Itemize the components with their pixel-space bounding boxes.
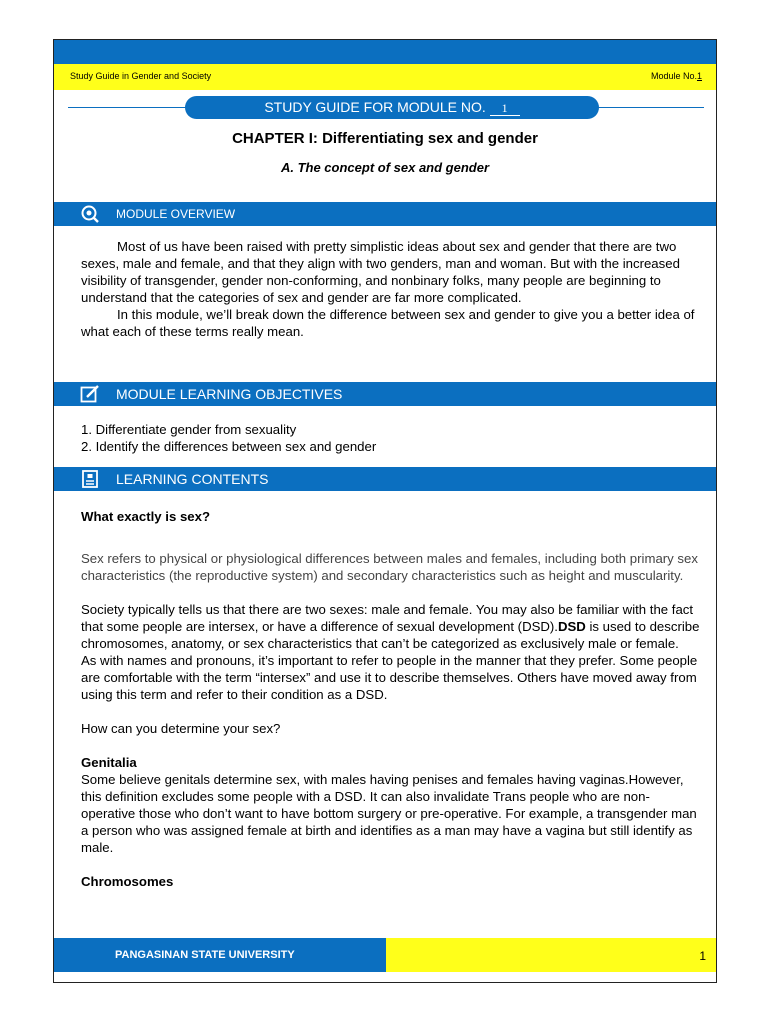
study-guide-title: STUDY GUIDE FOR MODULE NO. 1	[185, 96, 599, 119]
chapter-title: CHAPTER I: Differentiating sex and gender	[232, 130, 538, 147]
course-title: Study Guide in Gender and Society	[70, 71, 212, 81]
overview-text	[81, 238, 703, 340]
sex-definition: Sex refers to physical or physiological differences between males and females, including both primary sex characteristics (the reproductive system) and secondary characteristics such as height and muscularity.	[81, 551, 698, 583]
question-heading: What exactly is sex?	[81, 509, 211, 524]
header-bar	[54, 64, 716, 90]
paragraph: As with names and pronouns, it’s important to refer to people in the manner that they prefer. Some people are comfortable with the term “intersex” and use it to describe themselves. Others have moved away from using this term and refer to their condition as a DSD.	[81, 653, 698, 702]
magnifier-icon	[80, 205, 100, 223]
section-label: MODULE OVERVIEW	[116, 207, 236, 221]
title-rule-right	[596, 107, 704, 108]
footer-page-number: 1	[386, 938, 716, 972]
objectives-list	[81, 421, 703, 455]
footer-university: PANGASINAN STATE UNIVERSITY	[54, 938, 386, 972]
learning-contents	[81, 508, 703, 890]
section-header-contents	[54, 467, 716, 491]
top-blue-bar	[54, 40, 716, 64]
objective-item: 1. Differentiate gender from sexuality	[81, 422, 297, 437]
module-number-label: Module No.1	[650, 71, 702, 81]
subheading-genitalia: Genitalia	[81, 755, 137, 770]
paragraph: Society typically tells us that there are two sexes: male and female. You may also be familiar with the fact that some people are intersex, or have a difference of sexual development (DSD).DSD is used to describe chromosomes, anatomy, or sex characteristics that can’t be categorized as exclusively male or female.	[81, 602, 700, 651]
section-header-overview	[54, 202, 716, 226]
overview-paragraph: Most of us have been raised with pretty simplistic ideas about sex and gender that there are two sexes, male and female, and that they align with two genders, man and woman. But with the increased visibility of transgender, gender non-conforming, and nonbinary folks, many people are beginning to understand that the categories of sex and gender are far more complicated.	[81, 239, 680, 305]
document-icon	[80, 470, 100, 488]
title-rule-left	[68, 107, 188, 108]
section-label: MODULE LEARNING OBJECTIVES	[116, 386, 343, 402]
subheading-chromosomes: Chromosomes	[81, 874, 174, 889]
document-page	[53, 39, 717, 983]
chapter-subtitle: A. The concept of sex and gender	[280, 160, 490, 175]
overview-paragraph: In this module, we’ll break down the difference between sex and gender to give you a better idea of what each of these terms really mean.	[81, 307, 695, 339]
section-header-objectives	[54, 382, 716, 406]
edit-icon	[80, 385, 100, 403]
paragraph: How can you determine your sex?	[81, 721, 281, 736]
module-number: 1	[696, 71, 702, 81]
title-module-number: 1	[490, 101, 520, 116]
dsd-term: DSD	[557, 619, 586, 634]
paragraph: Some believe genitals determine sex, with males having penises and females having vaginas.However, this definition excludes some people with a DSD. It can also invalidate Trans people who are non-operative those who don’t want to have bottom surgery or pre-operative. For example, a transgender man a person who was assigned female at birth and identifies as a man may have a vagina but still identify as male.	[81, 772, 697, 855]
objective-item: 2. Identify the differences between sex and gender	[81, 439, 377, 454]
section-label: LEARNING CONTENTS	[116, 471, 269, 487]
